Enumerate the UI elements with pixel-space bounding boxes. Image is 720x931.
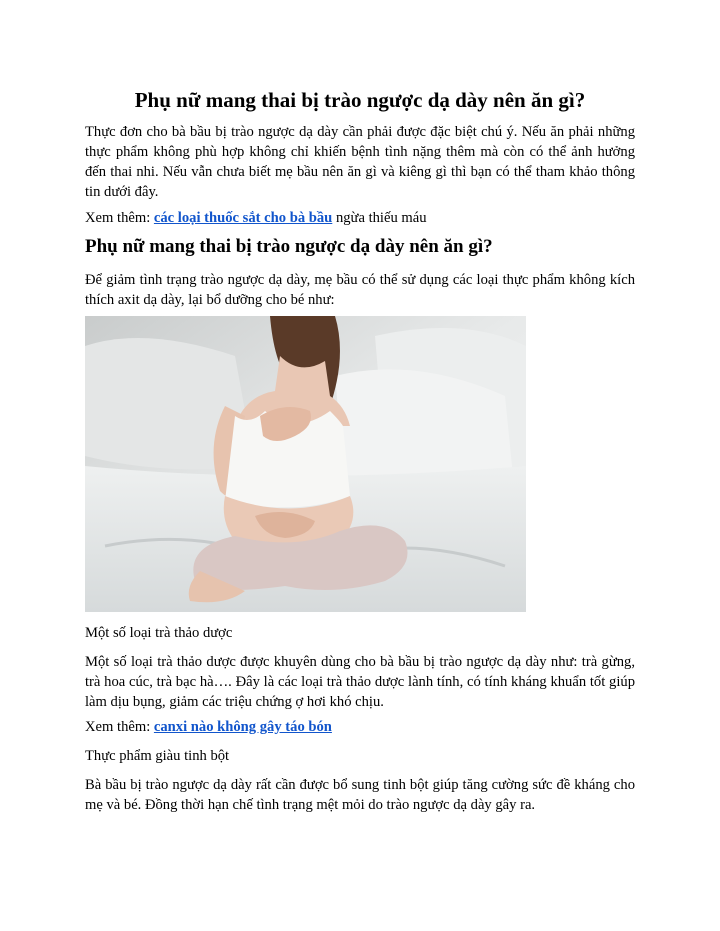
item-2-text: Bà bầu bị trào ngược dạ dày rất cần được bổ sung tinh bột giúp tăng cường sức đề kháng cho mẹ và bé. Đồng thời hạn chế tình trạng mệt mỏi do trào ngược dạ dày gây ra. [85,777,635,813]
see-more-suffix: ngừa thiếu máu [332,210,427,226]
pregnant-woman-photo [85,316,526,612]
intro-paragraph: Thực đơn cho bà bầu bị trào ngược dạ dày cần phải được đặc biệt chú ý. Nếu ăn phải những thực phẩm không phù hợp không chỉ khiến bệnh tình nặng thêm mà còn có thể ảnh hưởng đến thai nhi. Nếu vẫn chưa biết mẹ bầu nên ăn gì và kiêng gì thì bạn có thể tham khảo thông tin dưới đây. [85,124,635,200]
see-more-prefix: Xem thêm: [85,719,154,735]
see-more-paragraph-1 [85,208,635,228]
link-calcium[interactable]: canxi nào không gây táo bón [153,719,332,735]
item-2-title: Thực phẩm giàu tinh bột [85,748,230,764]
see-more-prefix: Xem thêm: [85,210,154,226]
page-title: Phụ nữ mang thai bị trào ngược dạ dày nên ăn gì? [134,88,586,112]
link-iron-supplements[interactable]: các loại thuốc sắt cho bà bầu [153,210,333,226]
see-more-paragraph-2 [85,717,635,737]
item-1-title: Một số loại trà thảo dược [85,625,233,641]
section-intro: Để giảm tình trạng trào ngược dạ dày, mẹ bầu có thể sử dụng các loại thực phẩm không kích thích axit dạ dày, lại bổ dưỡng cho bé như: [85,272,635,308]
section-heading: Phụ nữ mang thai bị trào ngược dạ dày nên ăn gì? [85,236,493,257]
item-1-text: Một số loại trà thảo dược được khuyên dùng cho bà bầu bị trào ngược dạ dày như: trà gừng, trà hoa cúc, trà bạc hà…. Đây là các loại trà thảo dược lành tính, có tính kháng khuẩn tốt giúp làm dịu bụng, giảm các triệu chứng ợ hơi khó chịu. [85,654,635,710]
